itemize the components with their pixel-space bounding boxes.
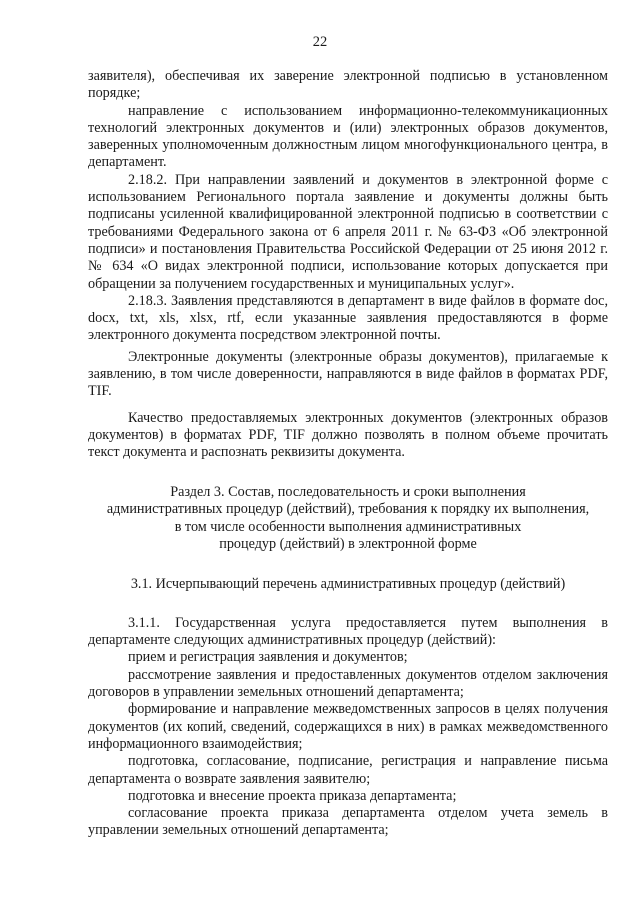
section-heading-line: в том числе особенности выполнения административных: [174, 518, 522, 535]
page-number: 22: [312, 34, 328, 50]
paragraph-mfc-sending: направление с использованием информационно-телекоммуникационных технологий электронных документов и (или) электронных образов документов, заверенных уполномоченным должностным лицом многофункционального центра, в департамент.: [88, 102, 608, 171]
paragraph-electronic-docs: Электронные документы (электронные образы документов), прилагаемые к заявлению, в том числе доверенности, направляются в виде файлов в форматах PDF, TIF.: [88, 348, 608, 400]
list-item: прием и регистрация заявления и документов;: [128, 649, 408, 666]
section-heading: [88, 484, 608, 554]
list-item: формирование и направление межведомственных запросов в целях получения документов (их копий, сведений, содержащихся в них) в рамках межведомственного информационного взаимодействия;: [88, 701, 608, 752]
document-body: [88, 68, 608, 840]
section-heading-line: административных процедур (действий), требования к порядку их выполнения,: [106, 501, 590, 518]
section-heading-line: процедур (действий) в электронной форме: [219, 536, 477, 553]
paragraph-2-18-2: 2.18.2. При направлении заявлений и документов в электронной форме с использованием Регионального портала заявление и документы должны быть подписаны усиленной квалифицированной электронной подписью в соответствии с требованиями Федерального закона от 6 апреля 2011 г. № 63-ФЗ «Об электронной подписи» и постановления Правительства Российской Федерации от 25 июня 2012 г. № 634 «О видах электронной подписи, использование которых допускается при обращении за получением государственных и муниципальных услуг».: [88, 171, 608, 292]
list-item: подготовка и внесение проекта приказа департамента;: [128, 787, 457, 804]
paragraph-3-1-1: 3.1.1. Государственная услуга предоставляется путем выполнения в департаменте следующих административных процедур (действий):: [88, 614, 608, 649]
paragraph-quality: Качество предоставляемых электронных документов (электронных образов документов) в форматах PDF, TIF должно позволять в полном объеме прочитать текст документа и распознать реквизиты документа.: [88, 409, 608, 461]
list-item: согласование проекта приказа департамента отделом учета земель в управлении земельных отношений департамента;: [88, 805, 608, 839]
subsection-heading: 3.1. Исчерпывающий перечень административных процедур (действий): [130, 575, 566, 592]
list-item: подготовка, согласование, подписание, регистрация и направление письма департамента о возврате заявления заявителю;: [88, 753, 608, 787]
paragraph-continuation: заявителя), обеспечивая их заверение электронной подписью в установленном порядке;: [88, 68, 608, 102]
paragraph-2-18-3: 2.18.3. Заявления представляются в департамент в виде файлов в формате doc, docx, txt, xls, xlsx, rtf, если указанные заявления предоставляются в форме электронного документа посредством электронной почты.: [88, 292, 608, 344]
section-heading-line: Раздел 3. Состав, последовательность и сроки выполнения: [170, 483, 526, 500]
list-item: рассмотрение заявления и предоставленных документов отделом заключения договоров в управлении земельных отношений департамента;: [88, 666, 608, 701]
